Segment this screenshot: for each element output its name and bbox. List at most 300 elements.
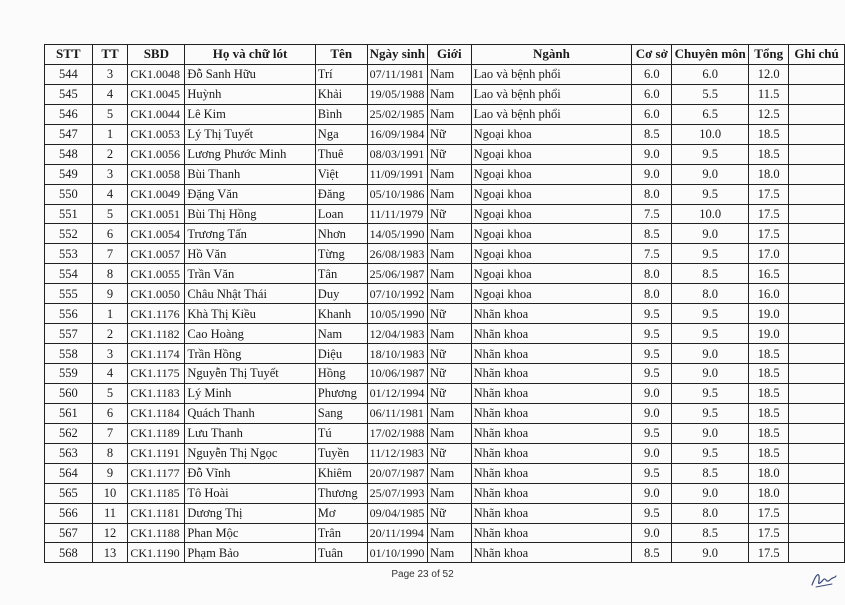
cell-ho-va-chu-lot: Phạm Bảo [185, 543, 315, 563]
cell-co-so: 9.5 [632, 423, 672, 443]
cell-co-so: 7.5 [632, 204, 672, 224]
cell-ho-va-chu-lot: Bùi Thị Hồng [185, 204, 315, 224]
cell-sbd: CK1.0049 [128, 184, 185, 204]
cell-ten: Khải [315, 84, 367, 104]
cell-nganh: Lao và bệnh phổi [471, 104, 632, 124]
cell-tt: 8 [92, 443, 128, 463]
cell-tong: 19.0 [749, 324, 789, 344]
cell-stt: 553 [45, 244, 93, 264]
header-chuyen-mon: Chuyên môn [672, 45, 749, 65]
table-row [45, 383, 845, 403]
cell-tt: 1 [92, 304, 128, 324]
cell-co-so: 9.0 [632, 443, 672, 463]
cell-tong: 18.5 [749, 364, 789, 384]
table-row [45, 84, 845, 104]
cell-chuyen-mon: 10.0 [672, 124, 749, 144]
cell-ho-va-chu-lot: Dương Thị [185, 503, 315, 523]
cell-co-so: 7.5 [632, 244, 672, 264]
cell-ten: Khanh [315, 304, 367, 324]
cell-co-so: 8.5 [632, 124, 672, 144]
cell-sbd: CK1.0056 [128, 144, 185, 164]
cell-stt: 567 [45, 523, 93, 543]
cell-gioi: Nữ [427, 304, 471, 324]
cell-nganh: Ngoại khoa [471, 224, 632, 244]
cell-ten: Nhơn [315, 224, 367, 244]
cell-tt: 5 [92, 104, 128, 124]
cell-tong: 18.0 [749, 463, 789, 483]
cell-chuyen-mon: 6.0 [672, 64, 749, 84]
cell-sbd: CK1.1190 [128, 543, 185, 563]
cell-chuyen-mon: 9.0 [672, 483, 749, 503]
cell-ho-va-chu-lot: Hồ Văn [185, 244, 315, 264]
cell-sbd: CK1.1185 [128, 483, 185, 503]
cell-sbd: CK1.0045 [128, 84, 185, 104]
cell-tong: 18.5 [749, 383, 789, 403]
cell-co-so: 8.0 [632, 264, 672, 284]
cell-stt: 560 [45, 383, 93, 403]
cell-ho-va-chu-lot: Lý Thị Tuyết [185, 124, 315, 144]
cell-ghi-chu [789, 164, 845, 184]
cell-ghi-chu [789, 383, 845, 403]
cell-ghi-chu [789, 204, 845, 224]
cell-ten: Nga [315, 124, 367, 144]
cell-ten: Phương [315, 383, 367, 403]
cell-ten: Tuyền [315, 443, 367, 463]
cell-ngay-sinh: 19/05/1988 [367, 84, 427, 104]
cell-co-so: 9.5 [632, 503, 672, 523]
cell-stt: 555 [45, 284, 93, 304]
cell-tong: 18.5 [749, 124, 789, 144]
cell-tong: 18.0 [749, 483, 789, 503]
cell-sbd: CK1.0048 [128, 64, 185, 84]
cell-chuyen-mon: 6.5 [672, 104, 749, 124]
cell-ten: Loan [315, 204, 367, 224]
cell-ho-va-chu-lot: Nguyễn Thị Ngọc [185, 443, 315, 463]
cell-ghi-chu [789, 224, 845, 244]
cell-nganh: Ngoại khoa [471, 164, 632, 184]
cell-ten: Trân [315, 523, 367, 543]
table-row [45, 144, 845, 164]
cell-sbd: CK1.1174 [128, 344, 185, 364]
table-body [45, 64, 845, 562]
cell-gioi: Nam [427, 483, 471, 503]
cell-gioi: Nam [427, 164, 471, 184]
cell-gioi: Nữ [427, 503, 471, 523]
cell-tt: 9 [92, 284, 128, 304]
cell-tong: 18.5 [749, 144, 789, 164]
cell-tong: 18.5 [749, 443, 789, 463]
cell-nganh: Ngoại khoa [471, 204, 632, 224]
header-stt: STT [45, 45, 93, 65]
cell-chuyen-mon: 9.5 [672, 144, 749, 164]
cell-stt: 545 [45, 84, 93, 104]
cell-ngay-sinh: 18/10/1983 [367, 344, 427, 364]
cell-chuyen-mon: 9.5 [672, 383, 749, 403]
cell-ho-va-chu-lot: Trần Hồng [185, 344, 315, 364]
cell-nganh: Nhãn khoa [471, 304, 632, 324]
cell-ten: Khiêm [315, 463, 367, 483]
cell-ten: Diệu [315, 344, 367, 364]
cell-tong: 19.0 [749, 304, 789, 324]
cell-tong: 12.0 [749, 64, 789, 84]
cell-co-so: 8.0 [632, 284, 672, 304]
cell-ten: Việt [315, 164, 367, 184]
cell-ghi-chu [789, 64, 845, 84]
cell-ho-va-chu-lot: Tô Hoài [185, 483, 315, 503]
cell-chuyen-mon: 9.0 [672, 423, 749, 443]
cell-co-so: 9.5 [632, 344, 672, 364]
cell-ten: Mơ [315, 503, 367, 523]
cell-ngay-sinh: 25/07/1993 [367, 483, 427, 503]
cell-ten: Bình [315, 104, 367, 124]
cell-ho-va-chu-lot: Khà Thị Kiều [185, 304, 315, 324]
cell-nganh: Nhãn khoa [471, 383, 632, 403]
table-row [45, 443, 845, 463]
cell-ngay-sinh: 01/12/1994 [367, 383, 427, 403]
cell-gioi: Nữ [427, 383, 471, 403]
table-row [45, 463, 845, 483]
cell-ho-va-chu-lot: Châu Nhật Thái [185, 284, 315, 304]
cell-tong: 16.5 [749, 264, 789, 284]
cell-gioi: Nam [427, 403, 471, 423]
cell-ghi-chu [789, 443, 845, 463]
cell-ten: Thương [315, 483, 367, 503]
cell-ghi-chu [789, 423, 845, 443]
cell-sbd: CK1.0055 [128, 264, 185, 284]
cell-tong: 17.5 [749, 204, 789, 224]
cell-tt: 12 [92, 523, 128, 543]
cell-ghi-chu [789, 84, 845, 104]
cell-gioi: Nam [427, 264, 471, 284]
cell-nganh: Ngoại khoa [471, 244, 632, 264]
cell-tong: 16.0 [749, 284, 789, 304]
cell-nganh: Ngoại khoa [471, 124, 632, 144]
cell-ten: Đăng [315, 184, 367, 204]
cell-ho-va-chu-lot: Quách Thanh [185, 403, 315, 423]
cell-co-so: 8.5 [632, 543, 672, 563]
cell-chuyen-mon: 9.0 [672, 164, 749, 184]
header-co-so: Cơ sở [632, 45, 672, 65]
cell-gioi: Nam [427, 463, 471, 483]
cell-sbd: CK1.0051 [128, 204, 185, 224]
cell-chuyen-mon: 8.5 [672, 264, 749, 284]
cell-ten: Nam [315, 324, 367, 344]
header-ho-va-chu-lot: Họ và chữ lót [185, 45, 315, 65]
cell-chuyen-mon: 9.5 [672, 304, 749, 324]
cell-ten: Thuê [315, 144, 367, 164]
cell-ghi-chu [789, 244, 845, 264]
cell-sbd: CK1.0053 [128, 124, 185, 144]
cell-tong: 12.5 [749, 104, 789, 124]
cell-gioi: Nam [427, 244, 471, 264]
cell-tong: 17.5 [749, 543, 789, 563]
cell-sbd: CK1.1182 [128, 324, 185, 344]
cell-chuyen-mon: 8.0 [672, 284, 749, 304]
cell-sbd: CK1.1188 [128, 523, 185, 543]
cell-ho-va-chu-lot: Bùi Thanh [185, 164, 315, 184]
table-row [45, 423, 845, 443]
cell-ngay-sinh: 16/09/1984 [367, 124, 427, 144]
cell-ghi-chu [789, 104, 845, 124]
cell-gioi: Nam [427, 523, 471, 543]
cell-sbd: CK1.0057 [128, 244, 185, 264]
cell-stt: 549 [45, 164, 93, 184]
cell-stt: 552 [45, 224, 93, 244]
cell-sbd: CK1.1183 [128, 383, 185, 403]
cell-tt: 3 [92, 164, 128, 184]
cell-sbd: CK1.0058 [128, 164, 185, 184]
cell-stt: 559 [45, 364, 93, 384]
cell-co-so: 9.5 [632, 324, 672, 344]
cell-stt: 554 [45, 264, 93, 284]
cell-ghi-chu [789, 344, 845, 364]
table-row [45, 284, 845, 304]
cell-gioi: Nam [427, 84, 471, 104]
cell-ngay-sinh: 14/05/1990 [367, 224, 427, 244]
cell-tong: 18.5 [749, 403, 789, 423]
cell-ngay-sinh: 26/08/1983 [367, 244, 427, 264]
table-row [45, 304, 845, 324]
cell-sbd: CK1.1189 [128, 423, 185, 443]
cell-ho-va-chu-lot: Lý Minh [185, 383, 315, 403]
cell-co-so: 9.0 [632, 483, 672, 503]
table-row [45, 224, 845, 244]
cell-ghi-chu [789, 184, 845, 204]
cell-sbd: CK1.0054 [128, 224, 185, 244]
cell-sbd: CK1.1184 [128, 403, 185, 423]
cell-co-so: 8.5 [632, 224, 672, 244]
cell-ten: Tú [315, 423, 367, 443]
handwritten-signature-icon [810, 568, 838, 595]
cell-gioi: Nữ [427, 364, 471, 384]
cell-sbd: CK1.0050 [128, 284, 185, 304]
cell-tt: 4 [92, 364, 128, 384]
cell-ten: Sang [315, 403, 367, 423]
cell-nganh: Nhãn khoa [471, 523, 632, 543]
cell-chuyen-mon: 8.5 [672, 463, 749, 483]
cell-ghi-chu [789, 523, 845, 543]
table-row [45, 184, 845, 204]
cell-tong: 17.5 [749, 224, 789, 244]
cell-gioi: Nữ [427, 204, 471, 224]
cell-nganh: Nhãn khoa [471, 503, 632, 523]
table-row [45, 204, 845, 224]
cell-ten: Hồng [315, 364, 367, 384]
cell-stt: 546 [45, 104, 93, 124]
cell-ten: Tân [315, 264, 367, 284]
cell-ghi-chu [789, 304, 845, 324]
cell-tt: 13 [92, 543, 128, 563]
cell-ho-va-chu-lot: Trương Tấn [185, 224, 315, 244]
cell-nganh: Nhãn khoa [471, 344, 632, 364]
cell-chuyen-mon: 5.5 [672, 84, 749, 104]
cell-sbd: CK1.0044 [128, 104, 185, 124]
cell-co-so: 9.5 [632, 304, 672, 324]
cell-tong: 17.5 [749, 503, 789, 523]
cell-chuyen-mon: 9.0 [672, 224, 749, 244]
cell-stt: 547 [45, 124, 93, 144]
cell-ngay-sinh: 25/06/1987 [367, 264, 427, 284]
cell-tt: 1 [92, 124, 128, 144]
cell-ngay-sinh: 11/09/1991 [367, 164, 427, 184]
table-row [45, 264, 845, 284]
cell-ngay-sinh: 08/03/1991 [367, 144, 427, 164]
cell-stt: 550 [45, 184, 93, 204]
cell-tt: 11 [92, 503, 128, 523]
cell-co-so: 9.0 [632, 383, 672, 403]
cell-tt: 8 [92, 264, 128, 284]
cell-tt: 4 [92, 84, 128, 104]
cell-nganh: Ngoại khoa [471, 184, 632, 204]
cell-ho-va-chu-lot: Nguyễn Thị Tuyết [185, 364, 315, 384]
cell-stt: 544 [45, 64, 93, 84]
cell-ghi-chu [789, 503, 845, 523]
cell-sbd: CK1.1181 [128, 503, 185, 523]
header-tong: Tổng [749, 45, 789, 65]
cell-sbd: CK1.1176 [128, 304, 185, 324]
cell-tt: 7 [92, 244, 128, 264]
cell-ngay-sinh: 07/10/1992 [367, 284, 427, 304]
cell-stt: 551 [45, 204, 93, 224]
cell-ngay-sinh: 20/07/1987 [367, 463, 427, 483]
table-row [45, 164, 845, 184]
table-row [45, 244, 845, 264]
cell-ngay-sinh: 10/06/1987 [367, 364, 427, 384]
cell-tt: 9 [92, 463, 128, 483]
cell-chuyen-mon: 9.5 [672, 443, 749, 463]
cell-gioi: Nữ [427, 124, 471, 144]
table-row [45, 344, 845, 364]
cell-ho-va-chu-lot: Trần Văn [185, 264, 315, 284]
cell-chuyen-mon: 10.0 [672, 204, 749, 224]
cell-chuyen-mon: 9.0 [672, 543, 749, 563]
cell-ho-va-chu-lot: Cao Hoàng [185, 324, 315, 344]
cell-stt: 564 [45, 463, 93, 483]
cell-nganh: Nhãn khoa [471, 543, 632, 563]
cell-tt: 2 [92, 144, 128, 164]
cell-stt: 561 [45, 403, 93, 423]
cell-stt: 565 [45, 483, 93, 503]
cell-nganh: Ngoại khoa [471, 284, 632, 304]
cell-co-so: 6.0 [632, 64, 672, 84]
cell-nganh: Nhãn khoa [471, 324, 632, 344]
page-number: Page 23 of 52 [391, 569, 454, 580]
cell-stt: 548 [45, 144, 93, 164]
table-row [45, 64, 845, 84]
cell-tt: 3 [92, 344, 128, 364]
cell-stt: 568 [45, 543, 93, 563]
cell-gioi: Nam [427, 224, 471, 244]
cell-ngay-sinh: 17/02/1988 [367, 423, 427, 443]
cell-chuyen-mon: 9.0 [672, 364, 749, 384]
cell-nganh: Lao và bệnh phổi [471, 64, 632, 84]
cell-ghi-chu [789, 264, 845, 284]
cell-ten: Tuân [315, 543, 367, 563]
cell-nganh: Nhãn khoa [471, 403, 632, 423]
cell-tong: 11.5 [749, 84, 789, 104]
cell-co-so: 9.5 [632, 364, 672, 384]
results-table [44, 44, 845, 563]
cell-ngay-sinh: 01/10/1990 [367, 543, 427, 563]
cell-ho-va-chu-lot: Lê Kim [185, 104, 315, 124]
cell-tong: 17.0 [749, 244, 789, 264]
cell-ngay-sinh: 10/05/1990 [367, 304, 427, 324]
cell-ghi-chu [789, 284, 845, 304]
cell-ngay-sinh: 09/04/1985 [367, 503, 427, 523]
table-row [45, 364, 845, 384]
table-row [45, 324, 845, 344]
cell-tt: 3 [92, 64, 128, 84]
cell-tong: 18.5 [749, 344, 789, 364]
cell-ho-va-chu-lot: Lưu Thanh [185, 423, 315, 443]
cell-chuyen-mon: 9.5 [672, 403, 749, 423]
cell-gioi: Nam [427, 284, 471, 304]
table-row [45, 543, 845, 563]
cell-chuyen-mon: 9.5 [672, 244, 749, 264]
cell-tt: 6 [92, 403, 128, 423]
cell-ten: Duy [315, 284, 367, 304]
cell-ngay-sinh: 11/12/1983 [367, 443, 427, 463]
cell-ngay-sinh: 07/11/1981 [367, 64, 427, 84]
cell-stt: 558 [45, 344, 93, 364]
table-row [45, 403, 845, 423]
header-gioi: Giới [427, 45, 471, 65]
header-ngay-sinh: Ngày sinh [367, 45, 427, 65]
cell-tong: 17.5 [749, 184, 789, 204]
header-nganh: Ngành [471, 45, 632, 65]
cell-nganh: Nhãn khoa [471, 443, 632, 463]
cell-stt: 563 [45, 443, 93, 463]
cell-tt: 7 [92, 423, 128, 443]
cell-nganh: Nhãn khoa [471, 364, 632, 384]
cell-nganh: Nhãn khoa [471, 463, 632, 483]
cell-ngay-sinh: 12/04/1983 [367, 324, 427, 344]
cell-stt: 556 [45, 304, 93, 324]
cell-sbd: CK1.1177 [128, 463, 185, 483]
cell-ghi-chu [789, 324, 845, 344]
cell-ngay-sinh: 11/11/1979 [367, 204, 427, 224]
cell-chuyen-mon: 9.5 [672, 324, 749, 344]
table-row [45, 523, 845, 543]
cell-gioi: Nữ [427, 144, 471, 164]
table-row [45, 124, 845, 144]
cell-tt: 10 [92, 483, 128, 503]
cell-co-so: 9.5 [632, 463, 672, 483]
cell-ghi-chu [789, 403, 845, 423]
cell-co-so: 9.0 [632, 164, 672, 184]
cell-ngay-sinh: 20/11/1994 [367, 523, 427, 543]
table-row [45, 503, 845, 523]
cell-sbd: CK1.1191 [128, 443, 185, 463]
header-sbd: SBD [128, 45, 185, 65]
cell-ghi-chu [789, 144, 845, 164]
cell-tt: 6 [92, 224, 128, 244]
cell-ghi-chu [789, 124, 845, 144]
table-header-row [45, 45, 845, 65]
cell-tong: 18.0 [749, 164, 789, 184]
cell-co-so: 6.0 [632, 84, 672, 104]
cell-nganh: Lao và bệnh phổi [471, 84, 632, 104]
cell-co-so: 9.0 [632, 523, 672, 543]
cell-tong: 17.5 [749, 523, 789, 543]
cell-gioi: Nữ [427, 443, 471, 463]
cell-co-so: 9.0 [632, 403, 672, 423]
header-ghi-chu: Ghi chú [789, 45, 845, 65]
cell-gioi: Nam [427, 423, 471, 443]
cell-tt: 2 [92, 324, 128, 344]
cell-nganh: Nhãn khoa [471, 483, 632, 503]
cell-tt: 5 [92, 204, 128, 224]
